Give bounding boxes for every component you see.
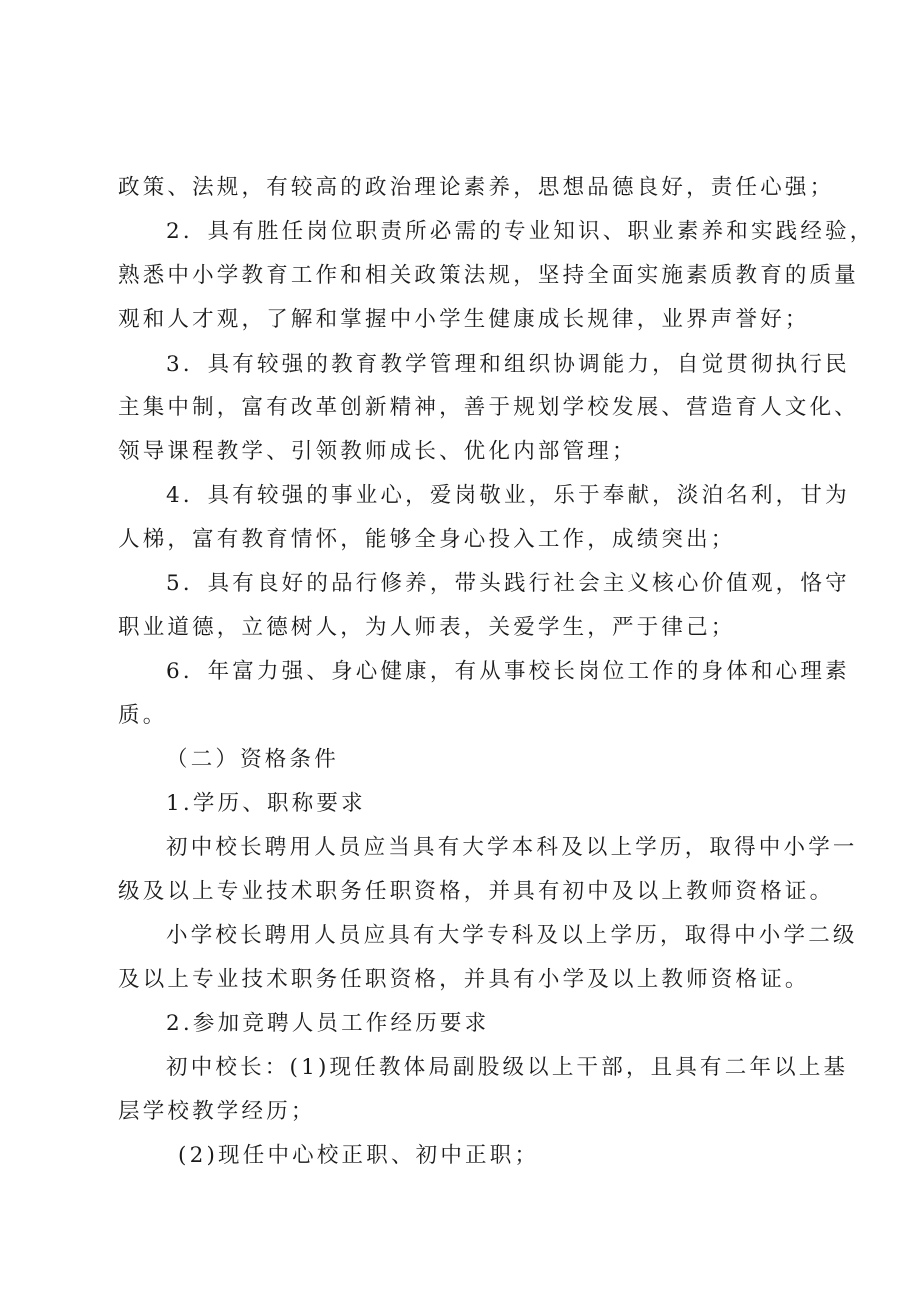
- text-line: 小学校长聘用人员应具有大学专科及以上学历，取得中小学二级: [166, 923, 858, 948]
- text-line: 人梯，富有教育情怀，能够全身心投入工作，成绩突出；: [118, 527, 736, 552]
- text-line: 级及以上专业技术职务任职资格，并具有初中及以上教师资格证。: [118, 879, 835, 904]
- text-line: 及以上专业技术职务任职资格，并具有小学及以上教师资格证。: [118, 967, 810, 992]
- subsection-heading: 1.学历、职称要求: [166, 791, 366, 816]
- text-line: 观和人才观，了解和掌握中小学生健康成长规律，业界声誉好；: [118, 307, 810, 332]
- text-line: 6．年富力强、身心健康，有从事校长岗位工作的身体和心理素: [166, 659, 850, 684]
- text-line: 初中校长聘用人员应当具有大学本科及以上学历，取得中小学一: [166, 835, 858, 860]
- text-line: 政策、法规，有较高的政治理论素养，思想品德良好，责任心强；: [118, 175, 835, 200]
- text-line: 熟悉中小学教育工作和相关政策法规，坚持全面实施素质教育的质量: [118, 263, 860, 288]
- text-line: 层学校教学经历；: [118, 1099, 316, 1124]
- text-line: 领导课程教学、引领教师成长、优化内部管理；: [118, 439, 637, 464]
- text-line: (2)现任中心校正职、初中正职；: [178, 1143, 540, 1168]
- section-heading: （二）资格条件: [166, 747, 339, 772]
- text-line: 职业道德，立德树人，为人师表，关爱学生，严于律己；: [118, 615, 736, 640]
- text-line: 3．具有较强的教育教学管理和组织协调能力，自觉贯彻执行民: [166, 352, 850, 377]
- text-line: 主集中制，富有改革创新精神，善于规划学校发展、营造育人文化、: [118, 395, 860, 420]
- subsection-heading: 2.参加竞聘人员工作经历要求: [166, 1011, 490, 1036]
- text-line: 初中校长：(1)现任教体局副股级以上干部，且具有二年以上基: [166, 1055, 849, 1080]
- text-line: 4．具有较强的事业心，爱岗敬业，乐于奉献，淡泊名利，甘为: [166, 483, 850, 508]
- text-line: 5．具有良好的品行修养，带头践行社会主义核心价值观，恪守: [166, 571, 850, 596]
- text-line: 2．具有胜任岗位职责所必需的专业知识、职业素养和实践经验，: [166, 219, 875, 244]
- text-line: 质。: [118, 703, 168, 728]
